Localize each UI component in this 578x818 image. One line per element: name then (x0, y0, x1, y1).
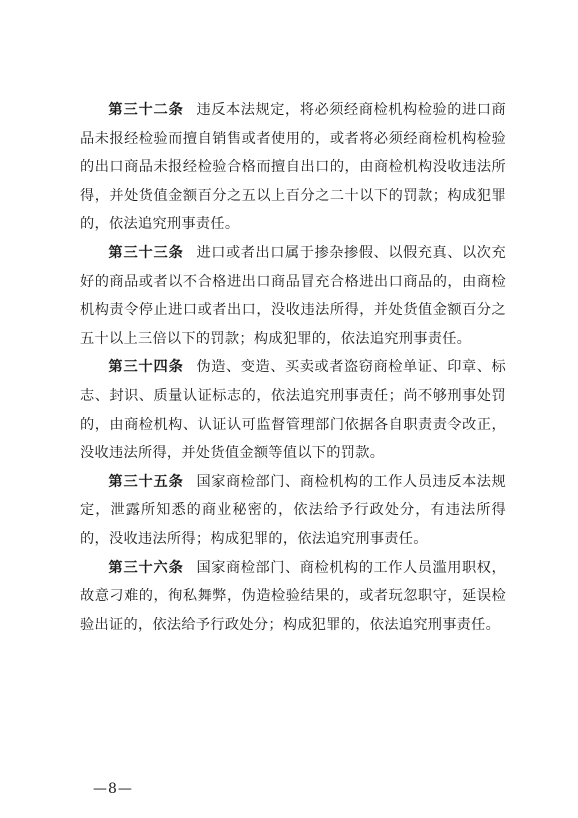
article-text: 违反本法规定，将必须经商检机构检验的进口商品未报经检验而擅自销售或者使用的，或者将必须经商检机构检验的出口商品未报经检验合格而擅自出口的，由商检机构没收违法所得，并处货值金额百分之五以上百分之二十以下的罚款；构成犯罪的，依法追究刑事责任。 (80, 102, 506, 233)
page-number: —8— (93, 781, 133, 797)
article-33 (80, 239, 506, 353)
article-32 (80, 96, 506, 239)
article-number: 第三十四条 (108, 359, 184, 376)
article-text: 伪造、变造、买卖或者盗窃商检单证、印章、标志、封识、质量认证标志的，依法追究刑事责任；尚不够刑事处罚的，由商检机构、认证认可监督管理部门依据各自职责责令改正，没收违法所得，并处货值金额等值以下的罚款。 (80, 359, 506, 462)
article-number: 第三十三条 (108, 244, 184, 261)
article-number: 第三十六条 (108, 559, 184, 576)
article-34 (80, 353, 506, 467)
article-text: 国家商检部门、商检机构的工作人员滥用职权，故意刁难的，徇私舞弊，伪造检验结果的，或者玩忽职守，延误检验出证的，依法给予行政处分；构成犯罪的，依法追究刑事责任。 (80, 559, 506, 633)
article-text: 进口或者出口属于掺杂掺假、以假充真、以次充好的商品或者以不合格进出口商品冒充合格进出口商品的，由商检机构责令停止进口或者出口，没收违法所得，并处货值金额百分之五十以上三倍以下的罚款；构成犯罪的，依法追究刑事责任。 (80, 244, 506, 347)
article-number: 第三十二条 (108, 102, 184, 118)
document-body (80, 96, 506, 639)
article-35 (80, 468, 506, 554)
article-number: 第三十五条 (108, 473, 184, 490)
article-text: 国家商检部门、商检机构的工作人员违反本法规定，泄露所知悉的商业秘密的，依法给予行政处分，有违法所得的，没收违法所得；构成犯罪的，依法追究刑事责任。 (80, 473, 506, 547)
article-36 (80, 554, 506, 640)
